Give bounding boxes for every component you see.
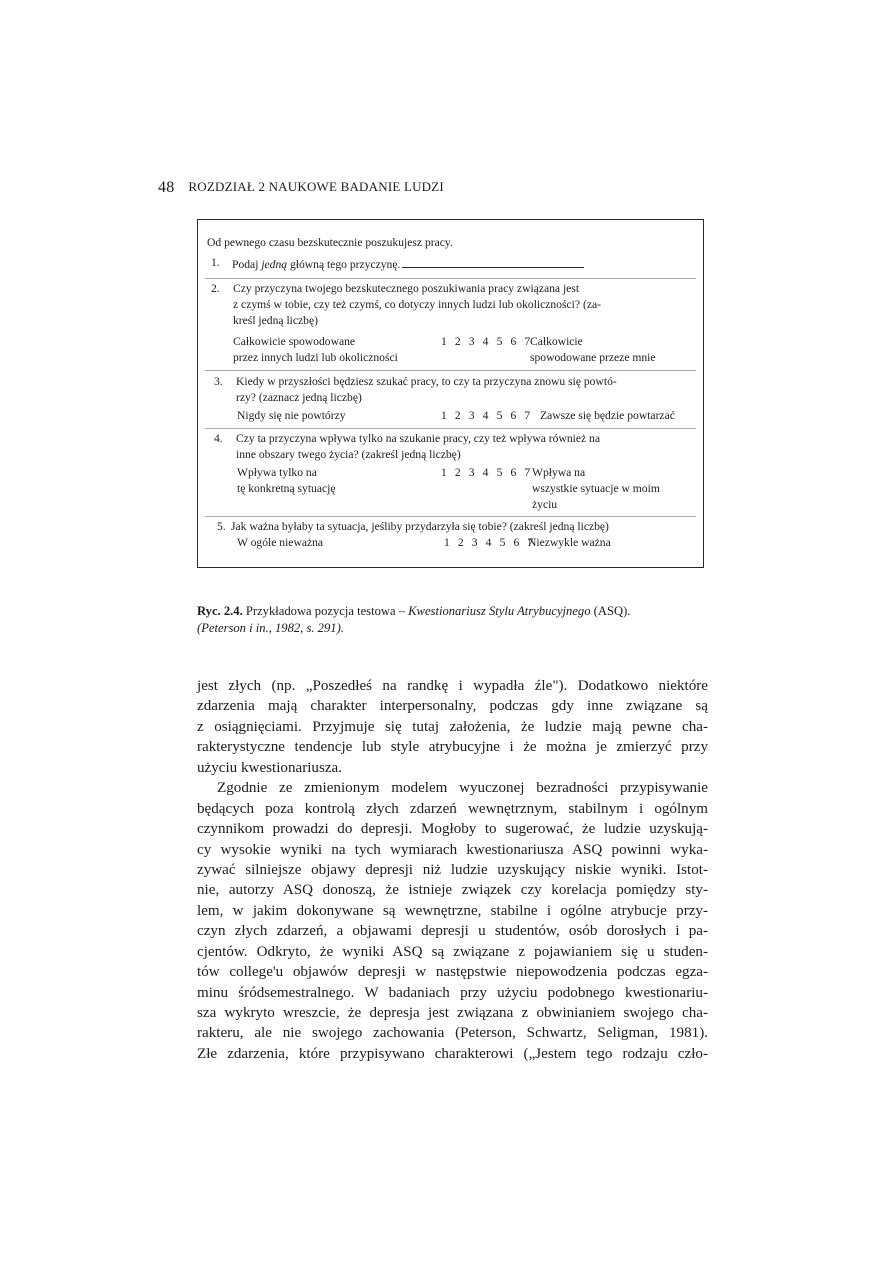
scale-left-label: przez innych ludzi lub okoliczności: [233, 351, 398, 364]
scale-right-label: Niezwykle ważna: [528, 536, 611, 549]
question-text: Podaj: [232, 258, 262, 271]
divider: [205, 278, 696, 279]
text-line: czynnikom prowadzi do depresji. Mogłoby to sugerować, że ludzie uzyskują-: [197, 821, 708, 838]
scale-right-label: Wpływa na: [532, 466, 586, 479]
scale-left-label: tę konkretną sytuację: [237, 482, 336, 495]
text-line: minu śródsemestralnego. W badaniach przy użyciu podobnego kwestionariu-: [197, 984, 708, 1001]
scale-right-label: Całkowicie: [530, 335, 583, 348]
caption-label: Ryc. 2.4.: [197, 604, 243, 618]
caption-text: Przykładowa pozycja testowa –: [242, 604, 409, 618]
text-line: czyn złych zdarzeń, a objawami depresji u studentów, osób dorosłych i pa-: [197, 923, 708, 940]
figure-caption: [197, 603, 707, 637]
question-text-end: główną tego przyczynę.: [287, 258, 401, 271]
divider: [205, 516, 696, 517]
text-line: rakterystyczne tendencje lub style atrybucyjne i że można je zmierzyć przy: [197, 739, 708, 756]
question-text-line: z czymś w tobie, czy też czymś, co dotyczy innych ludzi lub okoliczności? (za-: [233, 298, 601, 311]
question-text: Jak ważna byłaby ta sytuacja, jeśliby przydarzyła się tobie? (zakreśl jedną liczbę): [231, 520, 609, 533]
caption-source: (Peterson i in., 1982, s. 291).: [197, 621, 344, 635]
scale-left-label: Wpływa tylko na: [237, 466, 317, 479]
text-line: zywać silniejsze objawy depresji niż ludzie uzyskujący niskie wyniki. Istot-: [197, 861, 708, 878]
text-line: użyciu kwestionariusza.: [197, 759, 343, 776]
text-line: jest złych (np. „Poszedłeś na randkę i wypadła źle"). Dodatkowo niektóre: [197, 678, 708, 694]
caption-title: Kwestionariusz Stylu Atrybucyjnego: [408, 604, 591, 618]
scale-right-label: wszystkie sytuacje w moim: [532, 482, 660, 495]
scale-right-label: życiu: [532, 498, 558, 511]
scale-left-label: Całkowicie spowodowane: [233, 335, 356, 348]
page-number: 48: [158, 179, 175, 196]
running-head: [158, 179, 444, 197]
text-line: z osiągnięciami. Przyjmuje się tutaj założenia, że ludzie mają pewne cha-: [197, 718, 708, 735]
scale-numbers[interactable]: 1 2 3 4 5 6 7: [441, 409, 533, 422]
text-line: Zgodnie ze zmienionym modelem wyuczonej bezradności przypisywanie: [217, 780, 708, 797]
question-number: 2.: [211, 282, 220, 295]
divider: [205, 428, 696, 429]
scale-numbers[interactable]: 1 2 3 4 5 6 7: [441, 335, 533, 348]
question-text-line: Czy przyczyna twojego bezskutecznego poszukiwania pracy związana jest: [233, 282, 580, 295]
body-text: [197, 676, 708, 1064]
question-number: 5.: [217, 520, 226, 533]
text-line: będących poza kontrolą złych zdarzeń wewnętrznym, stabilnym i ogólnym: [197, 800, 708, 817]
figure-intro: Od pewnego czasu bezskutecznie poszukujesz pracy.: [207, 236, 453, 249]
question-text-line: inne obszary twego życia? (zakreśl jedną liczbę): [236, 448, 461, 461]
text-line: tów college'u objawów depresji w następstwie niepowodzenia podczas egza-: [197, 964, 708, 981]
answer-blank-line: [402, 255, 584, 268]
question-text-line: Kiedy w przyszłości będziesz szukać pracy, to czy ta przyczyna znowu się powtó-: [236, 375, 617, 388]
text-line: cy wysokie wyniki na tych wymiarach kwestionariusza ASQ powinni wyka-: [197, 841, 708, 858]
question-text-emphasis: jedną: [261, 258, 288, 271]
scale-left-label: Nigdy się nie powtórzy: [237, 409, 346, 422]
text-line: cjentów. Odkryto, że wyniki ASQ są związane z pojawianiem się u studen-: [197, 943, 708, 960]
scale-right-label: spowodowane przeze mnie: [530, 351, 656, 364]
question-text-line: kreśl jedną liczbę): [233, 314, 318, 327]
text-line: sza wykryto wreszcie, że depresja jest związana z obwinianiem swojego cha-: [197, 1005, 708, 1021]
question-number: 4.: [214, 432, 223, 445]
text-line: lem, w jakim dokonywane są wewnętrzne, stabilne i ogólne atrybucje przy-: [197, 902, 708, 919]
divider: [205, 370, 696, 371]
caption-abbr: (ASQ).: [590, 604, 631, 618]
text-line: nie, autorzy ASQ donoszą, że istnieje związek czy korelacja pomiędzy sty-: [197, 882, 708, 899]
question-number: 3.: [214, 375, 223, 388]
question-number: 1.: [211, 256, 220, 269]
scale-left-label: W ogóle nieważna: [237, 536, 324, 549]
questionnaire-figure: [197, 219, 704, 568]
text-line: rakteru, ale nie swojego zachowania (Peterson, Schwartz, Seligman, 1981).: [197, 1025, 708, 1042]
chapter-title: ROZDZIAŁ 2 NAUKOWE BADANIE LUDZI: [188, 179, 444, 194]
question-text-line: Czy ta przyczyna wpływa tylko na szukanie pracy, czy też wpływa również na: [236, 432, 600, 445]
text-line: zdarzenia mają charakter interpersonalny, podczas gdy inne związane są: [197, 698, 708, 715]
scale-right-label: Zawsze się będzie powtarzać: [540, 409, 675, 422]
scale-numbers[interactable]: 1 2 3 4 5 6 7: [441, 466, 533, 479]
scale-numbers[interactable]: 1 2 3 4 5 6 7: [444, 536, 536, 549]
question-text-line: rzy? (zaznacz jedną liczbę): [236, 391, 362, 404]
text-line: Złe zdarzenia, które przypisywano charakterowi („Jestem tego rodzaju czło-: [197, 1045, 708, 1062]
